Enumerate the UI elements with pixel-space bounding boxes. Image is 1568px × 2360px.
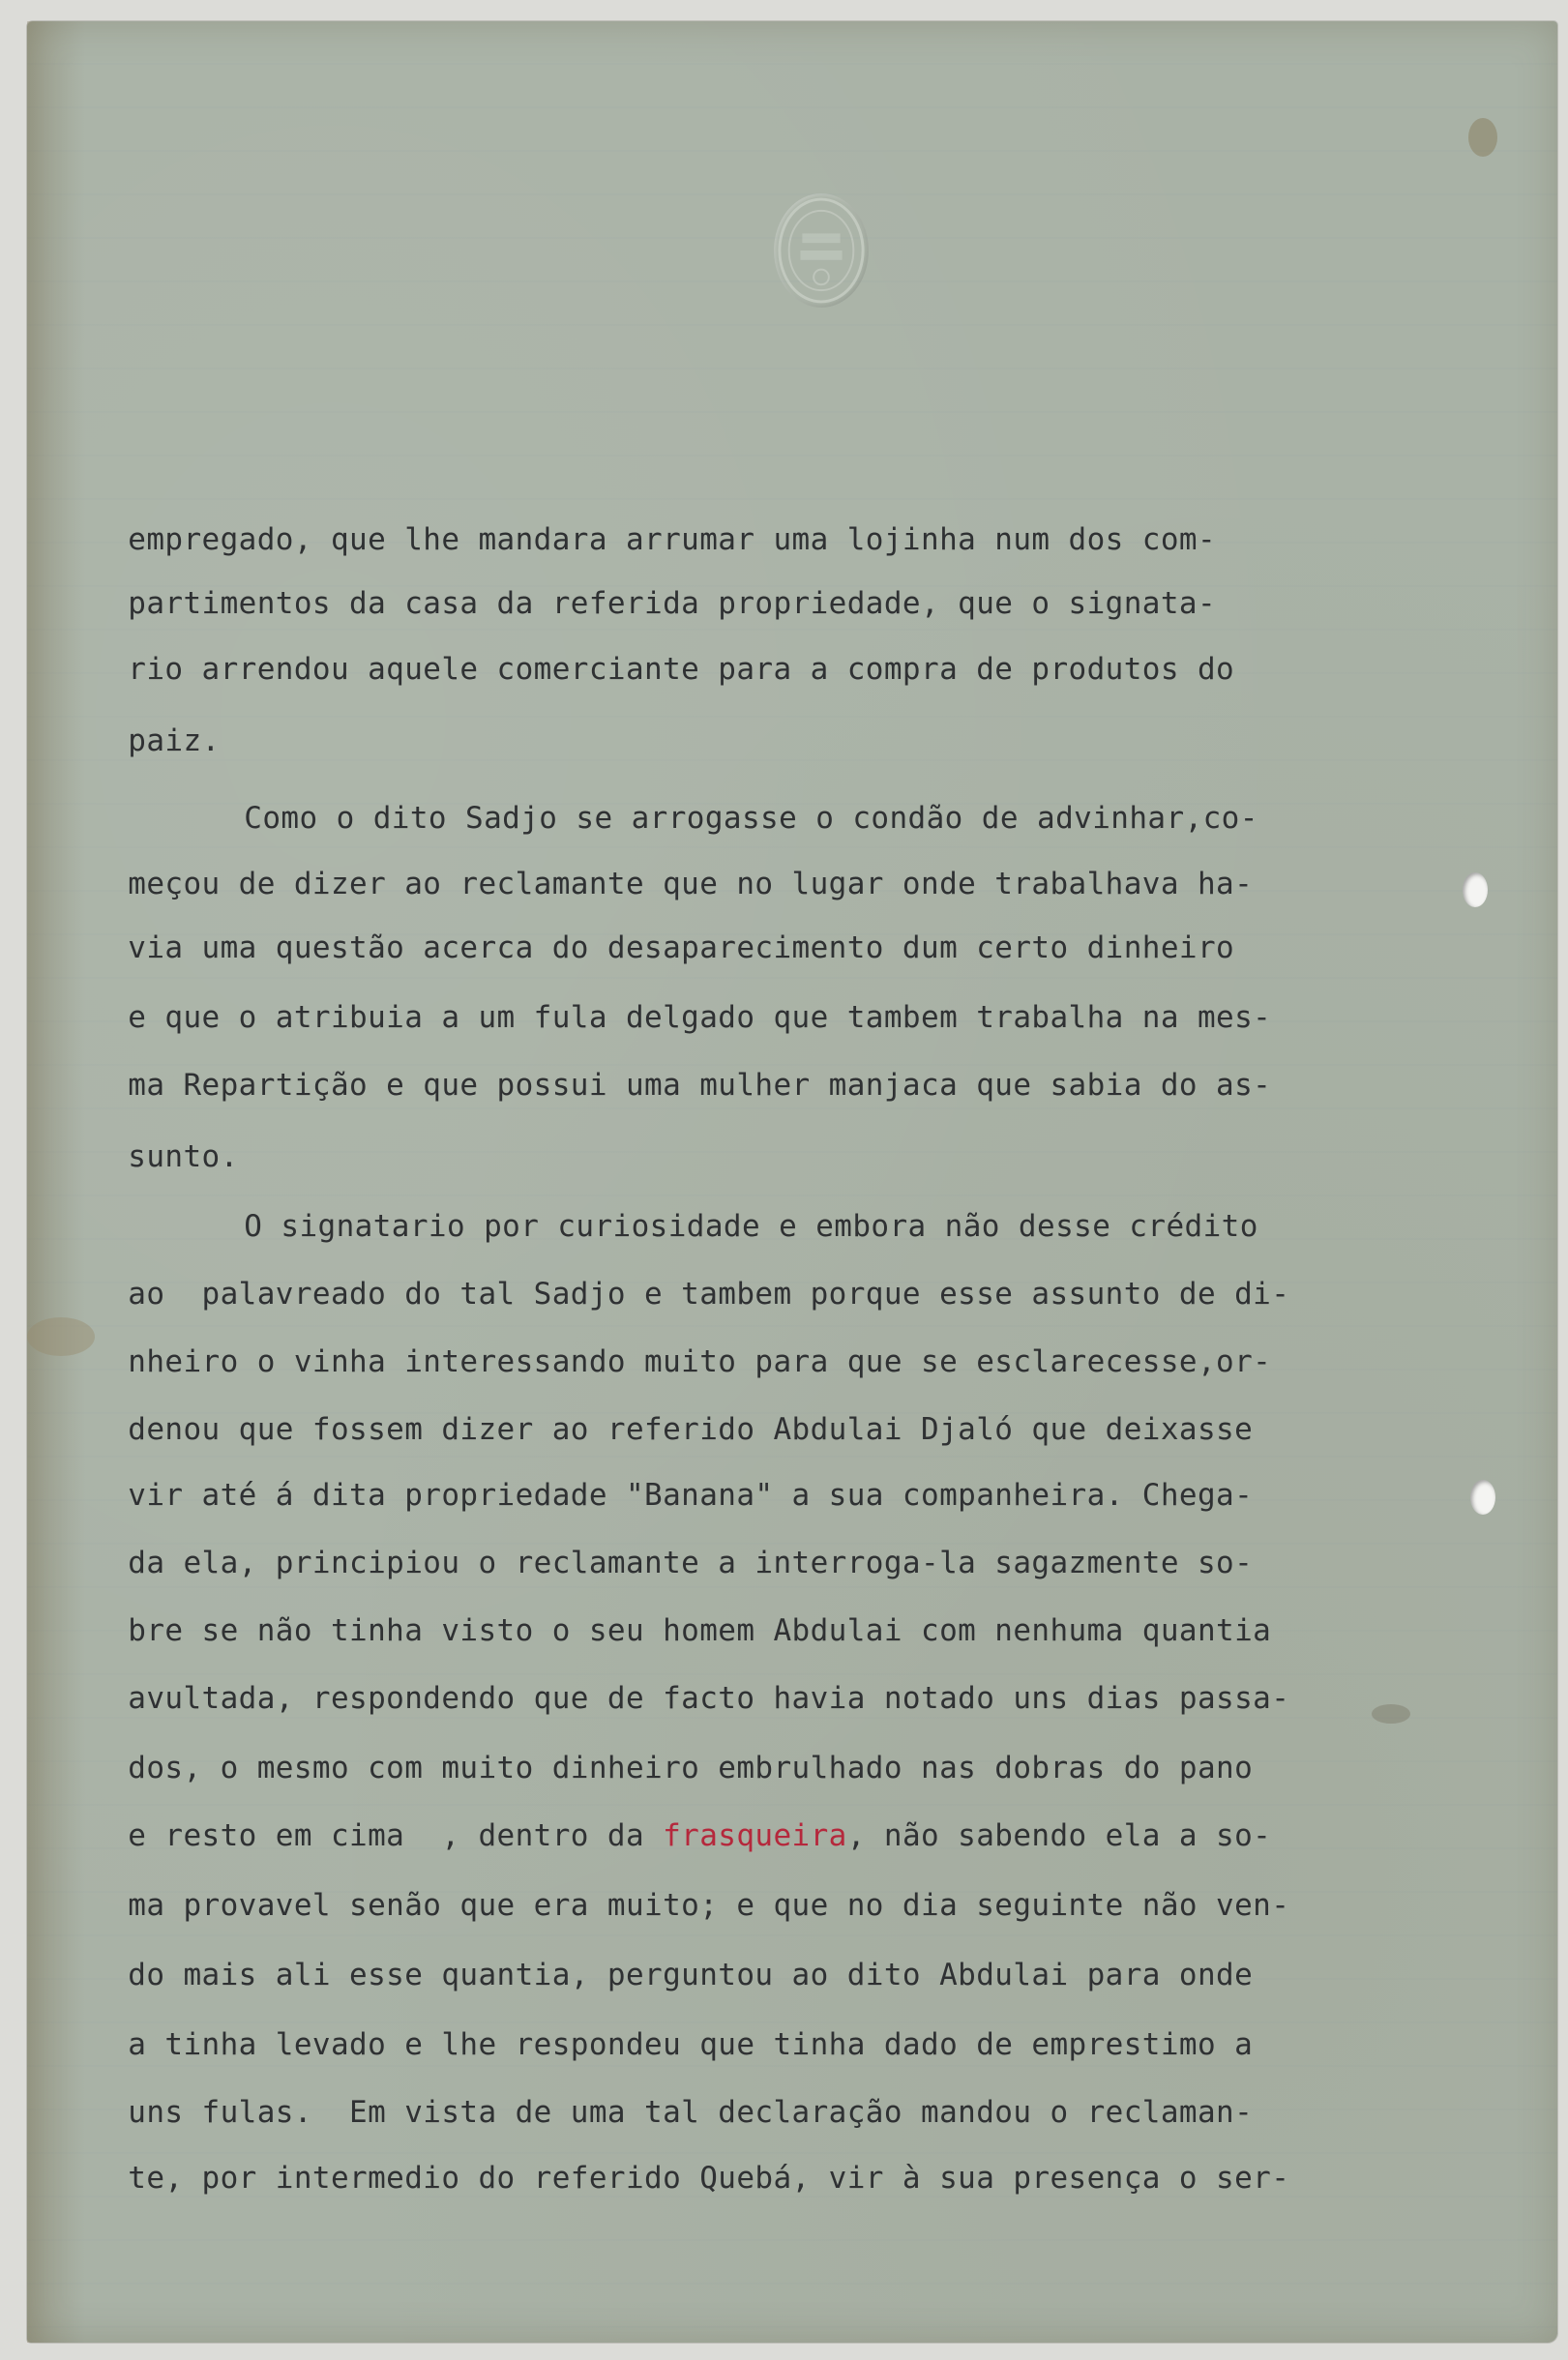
line-text: bre se não tinha visto o seu homem Abdulai com nenhuma quantia xyxy=(128,1613,1272,1648)
line-text: O signatario por curiosidade e embora não desse crédito xyxy=(244,1209,1258,1244)
line-text: partimentos da casa da referida propriedade, que o signata- xyxy=(128,586,1217,621)
line-text: ao palavreado do tal Sadjo e tambem porque esse assunto de di- xyxy=(128,1277,1290,1312)
line-text: uns fulas. Em vista de uma tal declaração mandou o reclaman- xyxy=(128,2095,1254,2130)
line-text: avultada, respondendo que de facto havia notado uns dias passa- xyxy=(128,1681,1290,1716)
line-text: empregado, que lhe mandara arrumar uma lojinha num dos com- xyxy=(128,522,1217,557)
line-text: da ela, principiou o reclamante a interroga-la sagazmente so- xyxy=(128,1546,1254,1580)
line-text: nheiro o vinha interessando muito para que se esclarecesse,or- xyxy=(128,1344,1272,1379)
line-text: , não sabendo ela a so- xyxy=(846,1818,1272,1853)
line-text: rio arrendou aquele comerciante para a compra de produtos do xyxy=(128,652,1235,687)
punch-hole xyxy=(1470,1480,1495,1515)
line-text: e que o atribuia a um fula delgado que tambem trabalha na mes- xyxy=(128,1000,1272,1035)
line-text: meçou de dizer ao reclamante que no lugar onde trabalhava ha- xyxy=(128,867,1254,901)
line-text: Como o dito Sadjo se arrogasse o condão de advinhar,co- xyxy=(244,801,1258,836)
highlighted-word: frasqueira xyxy=(663,1818,847,1853)
line-text: sunto. xyxy=(128,1139,239,1174)
line-text: vir até á dita propriedade "Banana" a sua companheira. Chega- xyxy=(128,1478,1254,1513)
line-text: e resto em cima , dentro da xyxy=(128,1818,664,1853)
age-stain xyxy=(1372,1704,1410,1724)
line-text: dos, o mesmo com muito dinheiro embrulhado nas dobras do pano xyxy=(128,1751,1254,1785)
line-text: via uma questão acerca do desaparecimento dum certo dinheiro xyxy=(128,930,1235,965)
punch-hole xyxy=(1463,872,1488,907)
line-text: ma Repartição e que possui uma mulher manjaca que sabia do as- xyxy=(128,1068,1272,1103)
line-text: te, por intermedio do referido Quebá, vir à sua presença o ser- xyxy=(128,2161,1290,2196)
text-line xyxy=(54,2134,1289,2224)
text-line xyxy=(54,625,1234,715)
line-text: a tinha levado e lhe respondeu que tinha dado de emprestimo a xyxy=(128,2027,1254,2062)
line-text: denou que fossem dizer ao referido Abdulai Djaló que deixasse xyxy=(128,1412,1254,1447)
line-text: paiz. xyxy=(128,723,221,758)
line-text: ma provavel senão que era muito; e que no dia seguinte não ven- xyxy=(128,1888,1290,1923)
line-text: do mais ali esse quantia, perguntou ao dito Abdulai para onde xyxy=(128,1958,1254,1992)
age-stain xyxy=(1468,118,1497,157)
embossed-seal xyxy=(774,193,869,308)
